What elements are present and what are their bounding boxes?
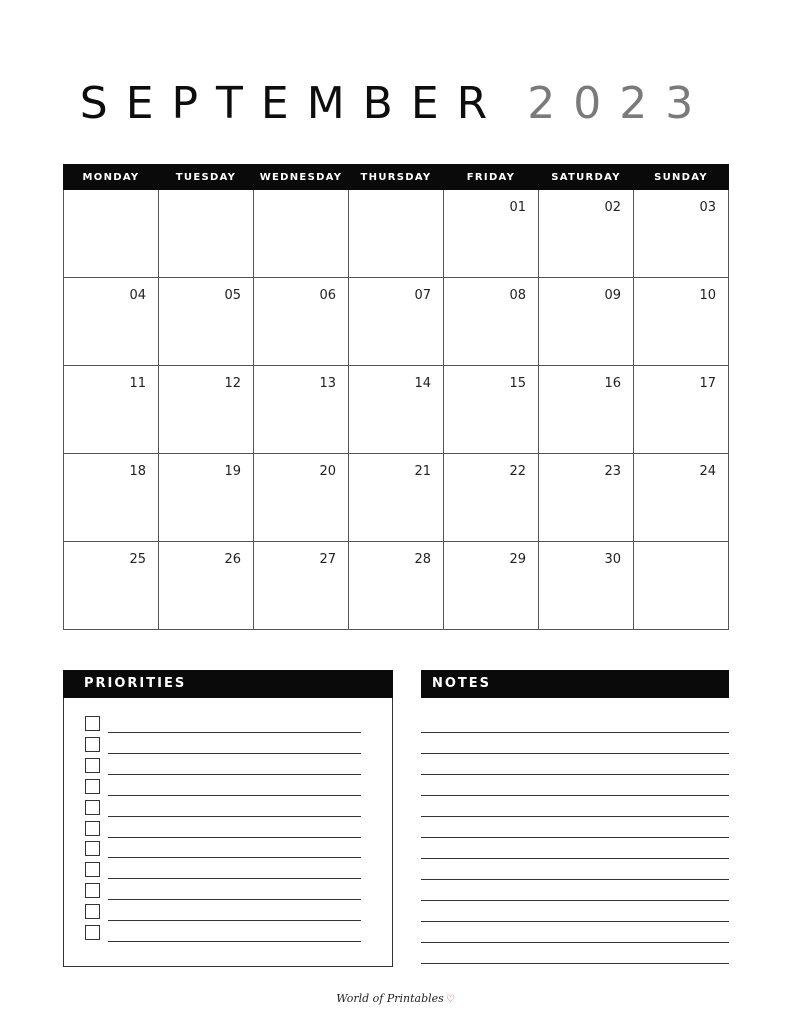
day-number: 25 <box>129 552 146 567</box>
year-title: 2023 <box>527 78 712 129</box>
calendar-day-cell[interactable] <box>444 278 539 366</box>
notes-write-line[interactable] <box>421 795 729 796</box>
calendar-day-cell[interactable] <box>349 278 444 366</box>
calendar-day-cell[interactable] <box>349 542 444 630</box>
day-number: 09 <box>604 288 621 303</box>
priority-checkbox[interactable] <box>85 925 100 940</box>
weekday-header-row <box>64 165 729 190</box>
day-number: 06 <box>319 288 336 303</box>
day-number: 10 <box>699 288 716 303</box>
day-number: 13 <box>319 376 336 391</box>
priority-item <box>85 882 361 900</box>
calendar-day-cell[interactable] <box>254 454 349 542</box>
calendar-week-row <box>64 366 729 454</box>
calendar-day-cell[interactable] <box>634 278 729 366</box>
calendar-day-cell[interactable] <box>444 366 539 454</box>
day-number <box>64 190 158 200</box>
calendar-day-cell[interactable] <box>444 542 539 630</box>
calendar-day-cell[interactable] <box>254 542 349 630</box>
calendar-week-row <box>64 542 729 630</box>
calendar-day-cell[interactable] <box>64 366 159 454</box>
calendar-day-cell[interactable] <box>539 278 634 366</box>
priority-write-line[interactable] <box>108 878 361 879</box>
calendar-day-cell[interactable] <box>444 190 539 278</box>
priority-write-line[interactable] <box>108 816 361 817</box>
calendar-day-cell[interactable] <box>254 278 349 366</box>
day-number: 03 <box>699 200 716 215</box>
day-number <box>349 190 443 200</box>
calendar-day-cell[interactable] <box>349 366 444 454</box>
notes-write-line[interactable] <box>421 879 729 880</box>
notes-header: NOTES <box>421 670 729 698</box>
calendar-day-cell[interactable] <box>634 190 729 278</box>
heart-icon: ♡ <box>445 994 455 1005</box>
day-number: 23 <box>604 464 621 479</box>
notes-write-line[interactable] <box>421 858 729 859</box>
day-number <box>634 542 728 552</box>
calendar-day-cell[interactable] <box>64 278 159 366</box>
priority-checkbox[interactable] <box>85 821 100 836</box>
day-number: 15 <box>509 376 526 391</box>
day-number: 12 <box>224 376 241 391</box>
weekday-header: MONDAY <box>64 165 159 190</box>
calendar-day-cell[interactable] <box>539 366 634 454</box>
weekday-header: SATURDAY <box>539 165 634 190</box>
priority-checkbox[interactable] <box>85 841 100 856</box>
day-number: 29 <box>509 552 526 567</box>
calendar-grid <box>63 164 729 630</box>
priority-checkbox[interactable] <box>85 862 100 877</box>
priority-item <box>85 820 361 838</box>
calendar-day-cell[interactable] <box>254 366 349 454</box>
day-number: 16 <box>604 376 621 391</box>
day-number: 27 <box>319 552 336 567</box>
priority-write-line[interactable] <box>108 899 361 900</box>
priority-item <box>85 799 361 817</box>
priority-checkbox[interactable] <box>85 779 100 794</box>
notes-write-line[interactable] <box>421 816 729 817</box>
priority-checkbox[interactable] <box>85 904 100 919</box>
day-number <box>254 190 348 200</box>
notes-write-line[interactable] <box>421 732 729 733</box>
priority-item <box>85 757 361 775</box>
day-number: 05 <box>224 288 241 303</box>
notes-write-line[interactable] <box>421 900 729 901</box>
priority-item <box>85 715 361 733</box>
calendar-day-cell[interactable] <box>159 190 254 278</box>
calendar-day-cell[interactable] <box>634 366 729 454</box>
priority-item <box>85 861 361 879</box>
notes-write-line[interactable] <box>421 942 729 943</box>
priority-checkbox[interactable] <box>85 716 100 731</box>
priority-write-line[interactable] <box>108 732 361 733</box>
priority-item <box>85 778 361 796</box>
calendar-day-cell[interactable] <box>349 454 444 542</box>
day-number: 01 <box>509 200 526 215</box>
day-number: 30 <box>604 552 621 567</box>
day-number: 21 <box>414 464 431 479</box>
notes-write-line[interactable] <box>421 774 729 775</box>
day-number: 19 <box>224 464 241 479</box>
priority-item <box>85 736 361 754</box>
notes-write-line[interactable] <box>421 921 729 922</box>
brand-logo <box>0 992 791 1005</box>
priority-checkbox[interactable] <box>85 758 100 773</box>
calendar-day-cell[interactable] <box>634 454 729 542</box>
weekday-header: SUNDAY <box>634 165 729 190</box>
priorities-header: PRIORITIES <box>63 670 393 698</box>
priority-write-line[interactable] <box>108 941 361 942</box>
page-title <box>0 78 791 129</box>
brand-text: World of Printables <box>336 992 444 1005</box>
day-number: 26 <box>224 552 241 567</box>
notes-write-line[interactable] <box>421 753 729 754</box>
priority-write-line[interactable] <box>108 795 361 796</box>
priority-checkbox[interactable] <box>85 883 100 898</box>
day-number: 04 <box>129 288 146 303</box>
priority-write-line[interactable] <box>108 920 361 921</box>
day-number <box>159 190 253 200</box>
notes-write-line[interactable] <box>421 963 729 964</box>
day-number: 20 <box>319 464 336 479</box>
calendar-day-cell[interactable] <box>539 454 634 542</box>
day-number: 08 <box>509 288 526 303</box>
day-number: 22 <box>509 464 526 479</box>
calendar-day-cell[interactable] <box>444 454 539 542</box>
priority-write-line[interactable] <box>108 753 361 754</box>
day-number: 17 <box>699 376 716 391</box>
priority-write-line[interactable] <box>108 837 361 838</box>
day-number: 18 <box>129 464 146 479</box>
day-number: 28 <box>414 552 431 567</box>
calendar-week-row <box>64 278 729 366</box>
calendar-day-cell[interactable] <box>64 454 159 542</box>
calendar-week-row <box>64 454 729 542</box>
calendar-day-cell[interactable] <box>254 190 349 278</box>
day-number: 24 <box>699 464 716 479</box>
day-number: 11 <box>129 376 146 391</box>
day-number: 14 <box>414 376 431 391</box>
weekday-header: TUESDAY <box>159 165 254 190</box>
calendar-day-cell[interactable] <box>159 542 254 630</box>
calendar-day-cell[interactable] <box>159 366 254 454</box>
calendar-day-cell[interactable] <box>539 542 634 630</box>
day-number: 02 <box>604 200 621 215</box>
calendar-week-row <box>64 190 729 278</box>
priority-checkbox[interactable] <box>85 737 100 752</box>
calendar-day-cell[interactable] <box>634 542 729 630</box>
priority-write-line[interactable] <box>108 774 361 775</box>
priority-checkbox[interactable] <box>85 800 100 815</box>
calendar-day-cell[interactable] <box>64 542 159 630</box>
notes-write-line[interactable] <box>421 837 729 838</box>
weekday-header: WEDNESDAY <box>254 165 349 190</box>
priority-item <box>85 840 361 858</box>
priority-item <box>85 924 361 942</box>
day-number: 07 <box>414 288 431 303</box>
calendar-day-cell[interactable] <box>159 278 254 366</box>
priority-write-line[interactable] <box>108 857 361 858</box>
month-title: SEPTEMBER <box>79 78 506 129</box>
calendar-day-cell[interactable] <box>64 190 159 278</box>
calendar-day-cell[interactable] <box>539 190 634 278</box>
calendar-day-cell[interactable] <box>159 454 254 542</box>
weekday-header: FRIDAY <box>444 165 539 190</box>
priority-item <box>85 903 361 921</box>
calendar-day-cell[interactable] <box>349 190 444 278</box>
weekday-header: THURSDAY <box>349 165 444 190</box>
